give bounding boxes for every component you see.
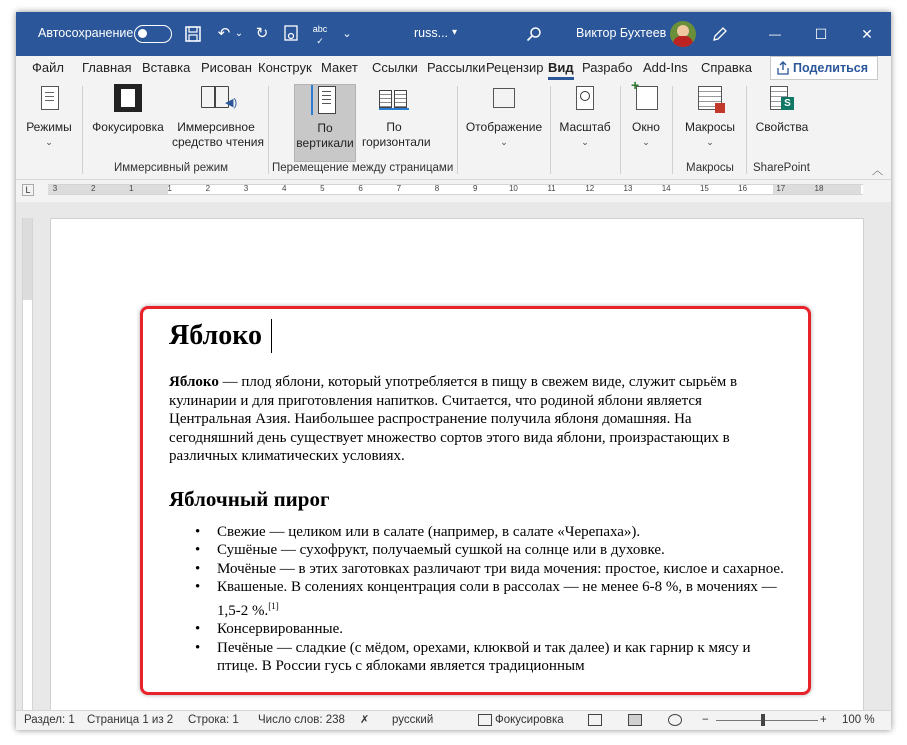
chevron-down-icon: ⌄ xyxy=(581,137,589,147)
status-section[interactable]: Раздел: 1 xyxy=(24,714,75,726)
ruler-number: 6 xyxy=(358,184,363,193)
ruler-number: 14 xyxy=(661,184,671,193)
status-bar xyxy=(16,710,891,730)
touch-mode-icon[interactable] xyxy=(282,23,300,45)
ruler-number: 5 xyxy=(320,184,325,193)
save-icon[interactable] xyxy=(184,23,202,45)
list-item[interactable]: • Консервированные. xyxy=(169,620,789,639)
vertical-arrow-icon xyxy=(311,85,313,115)
customize-qat-icon[interactable]: ⌄ xyxy=(342,28,352,40)
tab-help[interactable]: Справка xyxy=(701,60,752,75)
tab-insert[interactable]: Вставка xyxy=(142,60,191,75)
horizontal-label-1: По xyxy=(386,120,402,134)
document-filename[interactable]: russ... xyxy=(414,26,449,40)
ruler-number: 13 xyxy=(623,184,633,193)
display-button[interactable] xyxy=(462,84,546,150)
maximize-button[interactable]: ☐ xyxy=(814,26,828,42)
properties-label: Свойства xyxy=(755,120,809,134)
search-icon[interactable] xyxy=(524,23,544,45)
print-layout-icon[interactable] xyxy=(628,714,642,726)
status-line[interactable]: Строка: 1 xyxy=(188,714,239,726)
horizontal-scroll-button[interactable] xyxy=(362,84,431,150)
heading-1[interactable]: Яблоко xyxy=(169,319,769,353)
immersive-reader-label-2: средство чтения xyxy=(172,135,264,149)
title-bar xyxy=(16,12,891,56)
autosave-toggle[interactable] xyxy=(134,25,172,43)
proofing-icon[interactable]: ✗ xyxy=(360,714,370,726)
ruler-number: 7 xyxy=(396,184,402,193)
vertical-label-1: По xyxy=(317,121,333,135)
document-area[interactable] xyxy=(16,202,891,710)
ruler-number: 3 xyxy=(52,184,58,193)
group-label-sharepoint: SharePoint xyxy=(753,162,810,174)
macros-label: Макросы xyxy=(684,120,736,134)
paragraph-bold-term: Яблоко xyxy=(169,374,219,390)
ruler-number: 9 xyxy=(472,184,478,193)
vertical-label-2: вертикали xyxy=(296,136,354,150)
pen-icon[interactable] xyxy=(710,23,730,45)
bullet-list[interactable] xyxy=(169,523,784,676)
ruler-number: 1 xyxy=(129,184,134,193)
tab-developer[interactable]: Разрабо xyxy=(582,60,633,75)
ruler-number: 1 xyxy=(167,184,172,193)
undo-icon[interactable]: ↶ xyxy=(217,25,231,42)
list-item[interactable]: • Печёные — сладкие (с мёдом, орехами, клюквой и так далее) и как гарнир к мясу и птице. В России гусь с яблоками является традиционным xyxy=(169,639,789,676)
ruler-number: 10 xyxy=(508,184,518,193)
tab-view[interactable]: Вид xyxy=(548,60,574,75)
tab-file[interactable]: Файл xyxy=(32,60,64,75)
tab-design[interactable]: Конструк xyxy=(258,60,312,75)
status-word-count[interactable]: Число слов: 238 xyxy=(258,714,345,726)
chevron-down-icon: ⌄ xyxy=(45,137,53,147)
word-window xyxy=(16,12,891,730)
zoom-out-button[interactable]: − xyxy=(702,714,709,726)
chevron-down-icon: ⌄ xyxy=(706,137,714,147)
ruler-number: 18 xyxy=(814,184,824,193)
share-icon xyxy=(776,61,790,75)
vertical-scroll-button[interactable] xyxy=(294,84,356,162)
zoom-slider-thumb[interactable] xyxy=(761,714,765,726)
pages-side-by-side-icon xyxy=(379,90,409,108)
speaker-icon: ◀) xyxy=(225,97,238,109)
text-cursor xyxy=(271,319,272,353)
tab-mailings[interactable]: Рассылки xyxy=(427,60,486,75)
read-mode-icon[interactable] xyxy=(588,714,602,726)
autosave-label: Автосохранение xyxy=(38,26,134,40)
user-avatar[interactable] xyxy=(670,21,696,47)
status-language[interactable]: русский xyxy=(392,714,434,726)
tab-layout[interactable]: Макет xyxy=(321,60,358,75)
body-paragraph[interactable] xyxy=(169,373,759,466)
ruler-number: 3 xyxy=(243,184,249,193)
ruler-number: 2 xyxy=(90,184,96,193)
undo-dropdown-icon[interactable]: ⌄ xyxy=(234,28,244,39)
tab-selector[interactable]: L xyxy=(22,184,34,196)
immersive-reader-label-1: Иммерсивное xyxy=(177,120,255,134)
ribbon-tabs xyxy=(16,56,891,82)
zoom-label: Масштаб xyxy=(559,120,611,134)
collapse-ribbon-button[interactable]: ︿ xyxy=(872,165,883,177)
spelling-icon[interactable]: abc ✓ xyxy=(312,24,328,46)
document-page[interactable] xyxy=(50,218,864,710)
filename-chevron-icon[interactable]: ▾ xyxy=(452,27,458,38)
heading-2[interactable]: Яблочный пирог xyxy=(169,486,330,511)
group-label-immersive: Иммерсивный режим xyxy=(114,162,229,174)
group-label-page-movement: Перемещение между страницами xyxy=(272,162,454,174)
zoom-slider[interactable] xyxy=(716,720,818,721)
ruler-number: 15 xyxy=(699,184,709,193)
ruler-number: 17 xyxy=(776,184,786,193)
close-button[interactable]: ✕ xyxy=(861,26,873,42)
zoom-icon xyxy=(576,86,594,110)
status-page[interactable]: Страница 1 из 2 xyxy=(87,714,174,726)
ruler-number: 8 xyxy=(434,184,440,193)
chevron-down-icon: ⌄ xyxy=(500,137,508,147)
status-focus[interactable]: Фокусировка xyxy=(495,714,564,726)
zoom-button[interactable] xyxy=(554,84,616,150)
user-name[interactable]: Виктор Бухтеев xyxy=(576,26,667,40)
web-layout-icon[interactable] xyxy=(668,714,682,726)
macros-icon xyxy=(698,86,722,110)
list-item[interactable]: • Свежие — целиком или в салате (например, в салате «Черепаха»). xyxy=(169,523,789,542)
ruler-number: 11 xyxy=(547,184,556,193)
ribbon xyxy=(16,82,891,180)
share-label: Поделиться xyxy=(793,61,869,75)
page-vertical-icon xyxy=(318,86,336,114)
ruler-number: 12 xyxy=(585,184,595,193)
display-icon xyxy=(493,88,515,108)
chevron-down-icon: ⌄ xyxy=(642,137,650,147)
paragraph-text: — плод яблони, который употребляется в пищу в свежем виде, служит сырьём в кулинарии и для приготовления напитков. Считается, что родиной яблони является Центральная Азия. Наибольшее распространение получила яблоня домашняя. На сегодняшний день существует множество сортов этого вида яблони, произрастающих в различных климатических условиях. xyxy=(169,374,738,464)
document-content[interactable] xyxy=(169,319,784,676)
vertical-ruler[interactable] xyxy=(22,218,33,710)
immersive-reader-button[interactable] xyxy=(172,84,264,150)
focus-icon xyxy=(114,84,142,112)
tab-references[interactable]: Ссылки xyxy=(372,60,418,75)
ruler-number: 2 xyxy=(205,184,211,193)
horizontal-ruler[interactable] xyxy=(16,180,891,202)
list-item[interactable]: • Сушёные — сухофрукт, получаемый сушкой на солнце или в духовке. xyxy=(169,541,789,560)
properties-button[interactable] xyxy=(752,84,812,135)
macros-button[interactable] xyxy=(680,84,740,150)
ruler-number: 4 xyxy=(281,184,287,193)
modes-label: Режимы xyxy=(26,120,72,134)
zoom-in-button[interactable]: + xyxy=(820,714,827,726)
focus-label: Фокусировка xyxy=(92,120,164,134)
share-button[interactable] xyxy=(770,56,878,80)
modes-button[interactable] xyxy=(24,84,74,150)
document-icon xyxy=(41,86,59,110)
sharepoint-icon xyxy=(770,86,788,110)
tab-draw[interactable]: Рисован xyxy=(201,60,252,75)
tab-review[interactable]: Рецензир xyxy=(486,60,544,75)
redo-icon[interactable]: ↻ xyxy=(255,25,269,42)
footnote-reference[interactable]: [1] xyxy=(268,600,279,611)
focus-button[interactable] xyxy=(88,84,168,135)
horizontal-label-2: горизонтали xyxy=(362,135,431,149)
tab-home[interactable]: Главная xyxy=(82,60,132,75)
list-item[interactable]: • Квашеные. В солениях концентрация соли в рассолах — не менее 6-8 %, в мочениях — 1,5-2 %.[1] xyxy=(169,578,789,620)
window-label: Окно xyxy=(632,120,660,134)
new-window-icon xyxy=(636,86,658,110)
minimize-button[interactable]: — xyxy=(769,27,781,41)
focus-mode-icon[interactable] xyxy=(478,714,492,726)
tab-add-ins[interactable]: Add-Ins xyxy=(643,60,688,75)
list-item[interactable]: • Мочёные — в этих заготовках различают три вида мочения: простое, кислое и сахарное. xyxy=(169,560,789,579)
display-label: Отображение xyxy=(465,120,543,134)
zoom-level[interactable]: 100 % xyxy=(842,714,875,726)
group-label-macros: Макросы xyxy=(686,162,734,174)
window-button[interactable] xyxy=(626,84,666,150)
ruler-number: 16 xyxy=(738,184,748,193)
